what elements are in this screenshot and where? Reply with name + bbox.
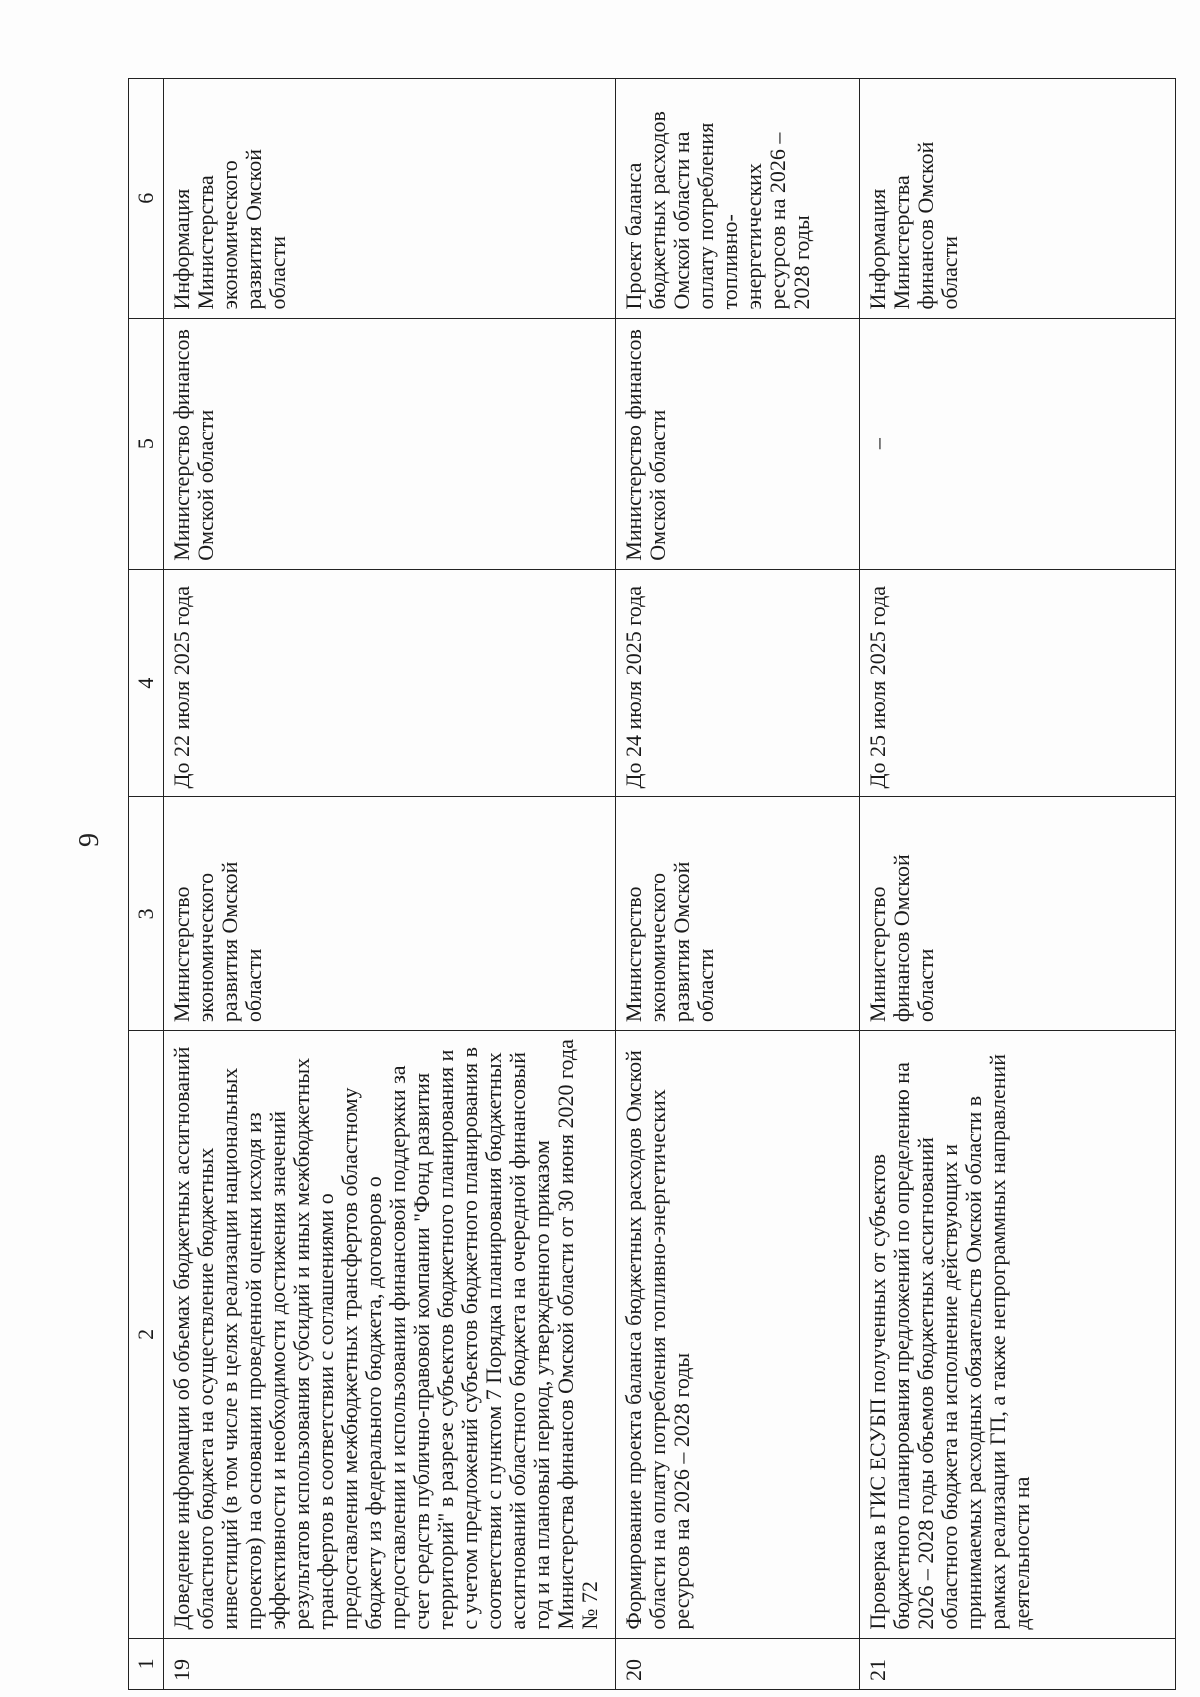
row-number: 21	[859, 1638, 1175, 1689]
row-executor: Министерство экономического развития Омской области	[615, 797, 859, 1031]
row-deadline: До 24 июля 2025 года	[615, 569, 859, 797]
header-col-5: 5	[129, 318, 164, 569]
table-row	[859, 79, 1175, 1690]
row-number: 19	[164, 1638, 616, 1689]
header-col-4: 4	[129, 569, 164, 797]
row-recipient: Министерство финансов Омской области	[164, 318, 616, 569]
row-action: Проверка в ГИС ЕСУБП полученных от субъектов бюджетного планирования предложений по определению на 2026 – 2028 годы объемов бюджетных ассигнований областного бюджета на исполнение действующих и принимаемых расходных обязательств Омской области в рамках реализации ГП, а также непрограммных направлений деятельности на	[859, 1031, 1175, 1638]
header-row	[129, 79, 164, 1690]
row-number: 20	[615, 1638, 859, 1689]
row-deadline: До 22 июля 2025 года	[164, 569, 616, 797]
row-action: Формирование проекта баланса бюджетных расходов Омской области на оплату потребления топливно-энергетических ресурсов на 2026 – 2028 годы	[615, 1031, 859, 1638]
header-col-6: 6	[129, 79, 164, 319]
row-action: Доведение информации об объемах бюджетных ассигнований областного бюджета на осуществление бюджетных инвестиций (в том числе в целях реализации национальных проектов) на основании проведенной оценки исходя из эффективности и необходимости достижения значений результатов использования субсидий и иных межбюджетных трансфертов в соответствии с соглашениями о предоставлении межбюджетных трансфертов областному бюджету из федерального бюджета, договоров о предоставлении и использовании финансовой поддержки за счет средств публично-правовой компании "Фонд развития территорий" в разрезе субъектов бюджетного планирования и с учетом предложений субъектов бюджетного планирования в соответствии с пунктом 7 Порядка планирования бюджетных ассигнований областного бюджета на очередной финансовый год и на плановый период, утвержденного приказом Министерства финансов Омской области от 30 июня 2020 года № 72	[164, 1031, 616, 1638]
row-recipient: Министерство финансов Омской области	[615, 318, 859, 569]
row-executor: Министерство финансов Омской области	[859, 797, 1175, 1031]
row-result: Проект баланса бюджетных расходов Омской области на оплату потребления топливно-энергетических ресурсов на 2026 – 2028 годы	[615, 79, 859, 319]
row-result: Информация Министерства финансов Омской области	[859, 79, 1175, 319]
row-executor: Министерство экономического развития Омской области	[164, 797, 616, 1031]
page-number: 9	[74, 833, 105, 847]
table-row	[615, 79, 859, 1690]
header-col-3: 3	[129, 797, 164, 1031]
row-deadline: До 25 июля 2025 года	[859, 569, 1175, 797]
row-result: Информация Министерства экономического развития Омской области	[164, 79, 616, 319]
plan-table	[128, 78, 1176, 1690]
table-row	[164, 79, 616, 1690]
table-rotated-container	[128, 78, 1176, 1690]
header-col-2: 2	[129, 1031, 164, 1638]
header-col-1: 1	[129, 1638, 164, 1689]
row-recipient: –	[859, 318, 1175, 569]
